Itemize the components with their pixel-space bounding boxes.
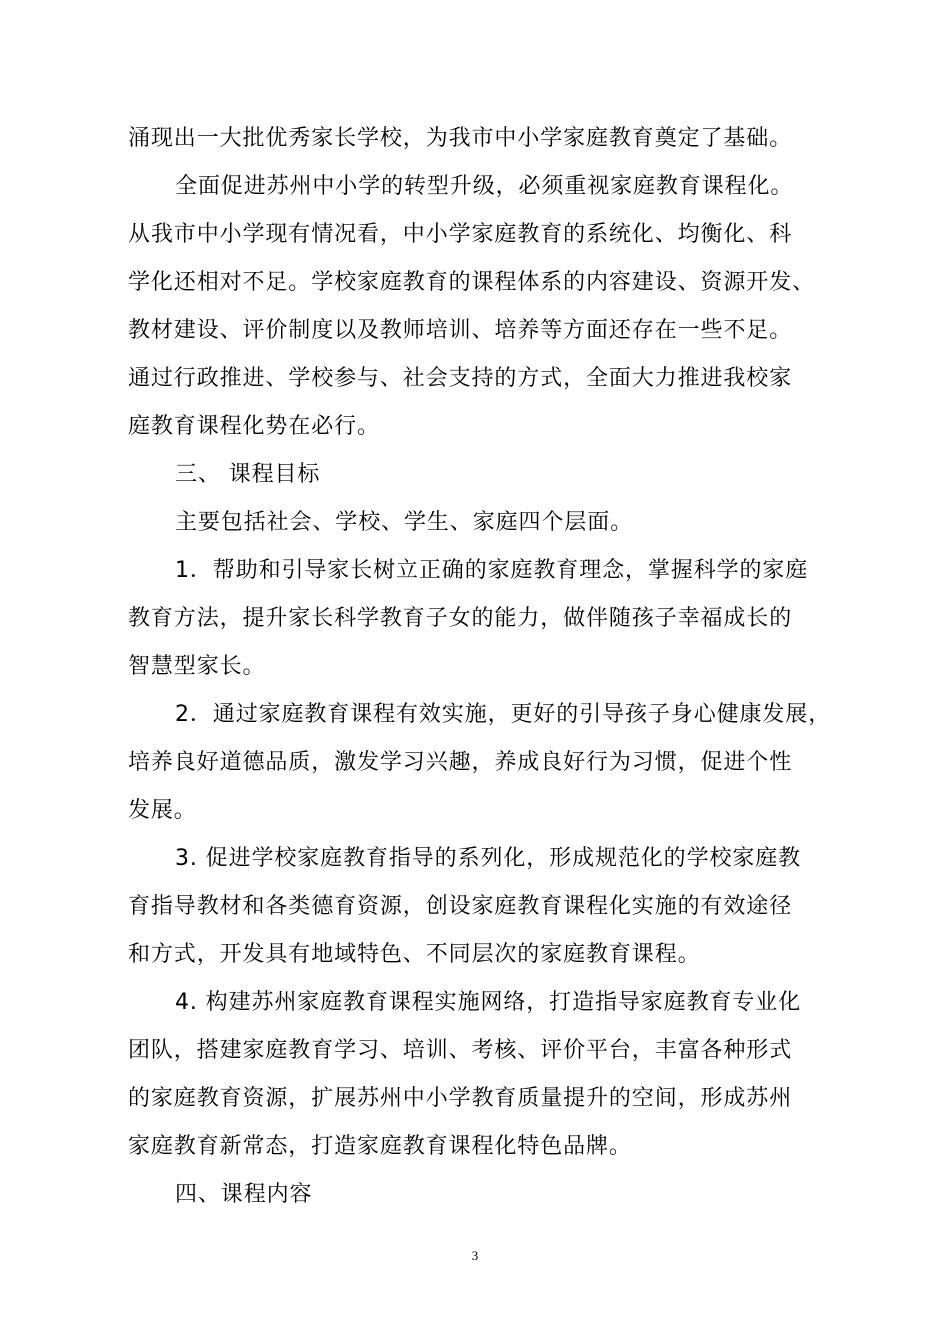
paragraph-line: 庭教育课程化势在必行。: [128, 414, 380, 439]
list-item-line: 团队，搭建家庭教育学习、培训、考核、评价平台，丰富各种形式: [128, 1038, 793, 1063]
list-item-line: 3. 促进学校家庭教育指导的系列化，形成规范化的学校家庭教: [175, 846, 802, 871]
section-heading: 三、 课程目标: [175, 462, 321, 487]
list-item-line: 4. 构建苏州家庭教育课程实施网络，打造指导家庭教育专业化: [175, 990, 802, 1015]
paragraph-line: 教材建设、评价制度以及教师培训、培养等方面还存在一些不足。: [128, 318, 793, 343]
paragraph-continuation-line: 涌现出一大批优秀家长学校，为我市中小学家庭教育奠定了基础。: [128, 126, 793, 151]
list-item-line: 发展。: [128, 798, 197, 823]
paragraph-line: 全面促进苏州中小学的转型升级，必须重视家庭教育课程化。: [175, 174, 794, 199]
list-item-line: 的家庭教育资源，扩展苏州中小学教育质量提升的空间，形成苏州: [128, 1086, 793, 1111]
list-item-line: 1．帮助和引导家长树立正确的家庭教育理念，掌握科学的家庭: [175, 558, 809, 583]
list-item-line: 和方式，开发具有地域特色、不同层次的家庭教育课程。: [128, 942, 701, 967]
section-heading: 四、课程内容: [175, 1182, 313, 1207]
list-item-line: 2．通过家庭教育课程有效实施，更好的引导孩子身心健康发展，: [175, 702, 832, 727]
paragraph-line: 从我市中小学现有情况看，中小学家庭教育的系统化、均衡化、科: [128, 222, 793, 247]
list-item-line: 育指导教材和各类德育资源，创设家庭教育课程化实施的有效途径: [128, 894, 793, 919]
paragraph-line: 主要包括社会、学校、学生、家庭四个层面。: [175, 510, 634, 535]
list-item-line: 智慧型家长。: [128, 654, 266, 679]
paragraph-line: 学化还相对不足。学校家庭教育的课程体系的内容建设、资源开发、: [128, 270, 816, 295]
paragraph-line: 通过行政推进、学校参与、社会支持的方式，全面大力推进我校家: [128, 366, 793, 391]
list-item-line: 培养良好道德品质，激发学习兴趣，养成良好行为习惯，促进个性: [128, 750, 793, 775]
page-number: 3: [471, 1248, 479, 1263]
list-item-line: 教育方法，提升家长科学教育子女的能力，做伴随孩子幸福成长的: [128, 606, 793, 631]
list-item-line: 家庭教育新常态，打造家庭教育课程化特色品牌。: [128, 1134, 632, 1159]
